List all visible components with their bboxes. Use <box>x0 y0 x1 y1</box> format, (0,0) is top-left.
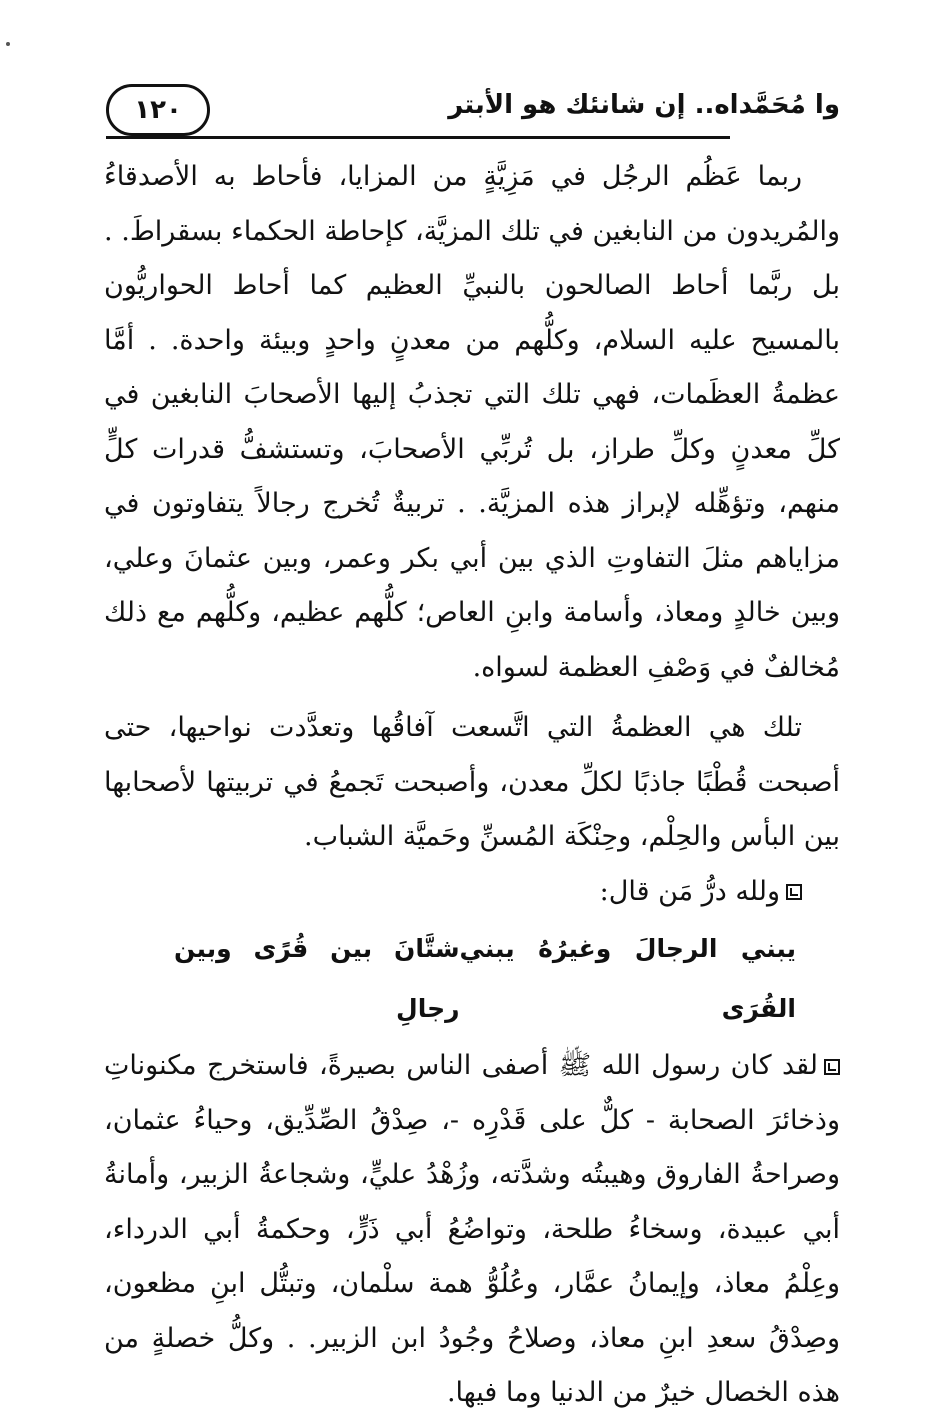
page-number: ١٢٠ <box>134 95 182 125</box>
page-number-frame <box>106 84 210 136</box>
paragraph-1: ربما عَظُم الرجُل في مَزِيَّةٍ من المزايا، فأحاط به الأصدقاءُ والمُريدون من النابغين في تلك المزيَّة، كإحاطة الحكماء بسقراطَ. . بل ربَّما أحاط الصالحون بالنبيِّ العظيم كما أحاط الحواريُّون بالمسيح عليه السلام، وكلُّهم من معدنٍ واحدٍ وبيئة واحدة. . أمَّا عظمةُ العظَمات، فهي تلك التي تجذبُ إليها الأصحابَ النابغين في كلِّ معدنٍ وكلِّ طراز، بل تُربِّي الأصحابَ، وتستشفُّ قدرات كلٍّ منهم، وتؤهِّله لإبراز هذه المزيَّة. . تربيةٌ تُخرج رجالاً يتفاوتون في مزاياهم مثلَ التفاوتِ الذي بين أبي بكر وعمر، وبين عثمانَ وعلي، وبين خالدٍ ومعاذ، وأسامة وابنِ العاص؛ كلُّهم عظيم، وكلُّهم مع ذلك مُخالفٌ في وَصْفِ العظمة لسواه. <box>104 161 840 683</box>
page-header <box>106 84 840 140</box>
poem-verse <box>104 919 840 1039</box>
paragraph-3 <box>104 1039 840 1421</box>
scan-speck <box>6 42 10 46</box>
poem-intro <box>104 865 840 920</box>
paragraph-2: تلك هي العظمةُ التي اتَّسعت آفاقُها وتعدَّدت نواحيها، حتى أصبحت قُطْبًا جاذبًا لكلِّ معدن، وأصبحت تَجمعُ في تربيتها لأصحابها بين البأس والحِلْم، وحِنْكَة المُسنِّ وحَميَّة الشباب. <box>104 712 840 852</box>
bullet-box-icon <box>786 884 802 900</box>
paragraph-3-text: لقد كان رسول الله ﷺ أصفى الناس بصيرةً، فاستخرج مكنوناتِ وذخائرَ الصحابة - كلٌّ على قَدْرِه -، صِدْقُ الصِّدِّيق، وحياءُ عثمان، وصراحةُ الفاروق وهيبتُه وشدَّته، وزُهْدُ عليٍّ، وشجاعةُ الزبير، وأمانةُ أبي عبيدة، وسخاءُ طلحة، وتواضُعُ أبي ذَرٍّ، وحكمةُ أبي الدرداء، وعِلْمُ معاذ، وإيمانُ عمَّار، وعُلُوُّ همة سلْمان، وتبتُّل ابنِ مظعون، وصِدْقُ سعدِ ابنِ معاذ، وصلاحُ وجُودُ ابن الزبير. . وكلُّ خصلةٍ من هذه الخصال خيرٌ من الدنيا وما فيها. <box>104 1050 840 1408</box>
verse-first-hemistich: يبني الرجالَ وغيرُهُ يبني القُرَى <box>459 934 796 1023</box>
page-body <box>104 150 840 1421</box>
header-rule <box>106 136 730 139</box>
poem-intro-text: ولله درُّ مَن قال: <box>599 875 780 907</box>
bullet-box-icon <box>824 1059 840 1075</box>
verse-second-hemistich: شتَّانَ بين قُرًى وبين رجالِ <box>174 934 460 1023</box>
running-title: وا مُحَمَّداه.. إن شانئك هو الأبتر <box>448 90 840 120</box>
